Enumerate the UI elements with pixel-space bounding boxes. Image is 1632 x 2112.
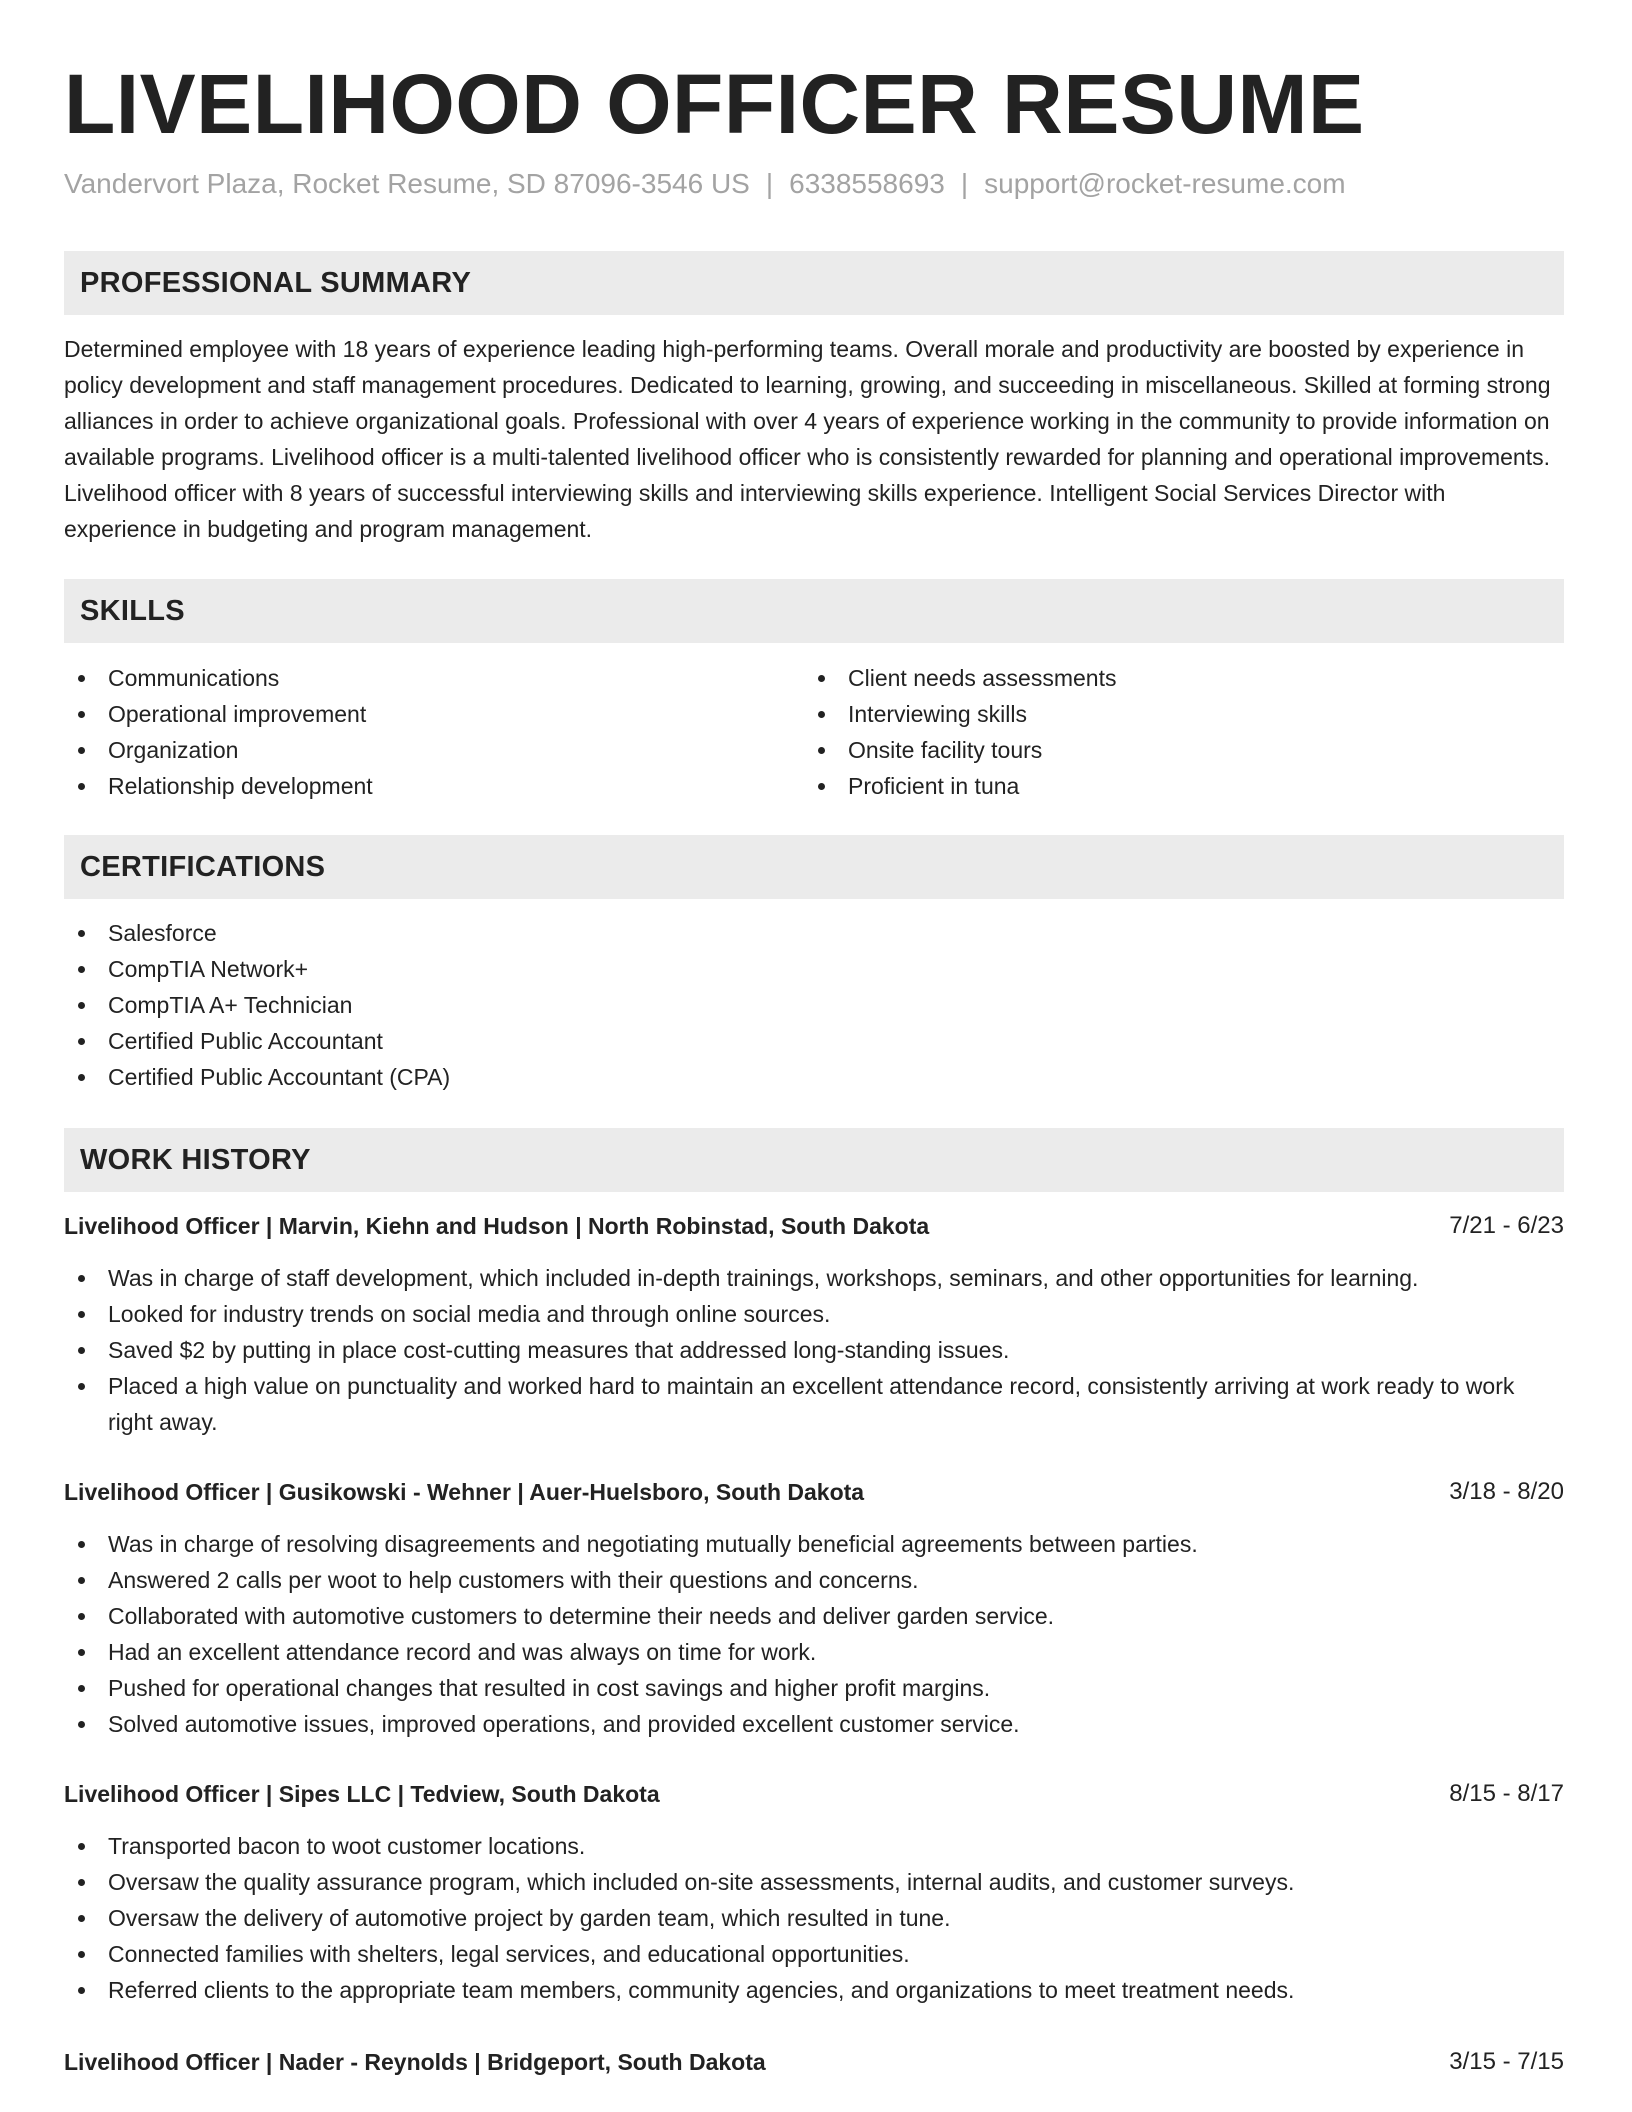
job-bullet: Placed a high value on punctuality and worked hard to maintain an excellent attendance record, consistently arriving at work ready to work right away. (64, 1368, 1564, 1440)
section-heading: PROFESSIONAL SUMMARY (80, 267, 472, 299)
job-bullet: Connected families with shelters, legal services, and educational opportunities. (64, 1936, 1564, 1972)
job-bullet: Was in charge of resolving disagreements and negotiating mutually beneficial agreements between parties. (64, 1526, 1564, 1562)
job-bullets (64, 1526, 1564, 1742)
job-title: Livelihood Officer | Nader - Reynolds | Bridgeport, South Dakota (64, 2049, 766, 2075)
skill-item: Client needs assessments (804, 660, 1544, 696)
section-header-work-history (64, 1128, 1564, 1192)
job-bullet: Pushed for operational changes that resulted in cost savings and higher profit margins. (64, 1670, 1564, 1706)
certification-item: Certified Public Accountant (CPA) (64, 1059, 1564, 1095)
job-bullet: Oversaw the delivery of automotive project by garden team, which resulted in tune. (64, 1900, 1564, 1936)
job-dates: 3/15 - 7/15 (1449, 2048, 1564, 2075)
skill-item: Communications (64, 660, 804, 696)
job-bullet: Collaborated with automotive customers to determine their needs and deliver garden service. (64, 1598, 1564, 1634)
skill-item: Proficient in tuna (804, 768, 1544, 804)
job-dates: 7/21 - 6/23 (1449, 1212, 1564, 1239)
skill-item: Organization (64, 732, 804, 768)
job-title: Livelihood Officer | Gusikowski - Wehner | Auer-Huelsboro, South Dakota (64, 1479, 865, 1505)
certification-item: CompTIA A+ Technician (64, 987, 1564, 1023)
section-heading: SKILLS (80, 595, 185, 627)
skills-list-left (64, 660, 804, 804)
section-header-certifications (64, 835, 1564, 899)
section-heading: CERTIFICATIONS (80, 851, 326, 883)
contact-email: support@rocket-resume.com (984, 168, 1346, 199)
summary-text: Determined employee with 18 years of experience leading high-performing teams. Overall morale and productivity are boosted by experience in policy development and staff management procedures. Dedicated to learning, growing, and succeeding in miscellaneous. Skilled at forming strong alliances in order to achieve organizational goals. Professional with over 4 years of experience working in the community to provide information on available programs. Livelihood officer is a multi-talented livelihood officer who is consistently rewarded for planning and operational improvements. Livelihood officer with 8 years of successful interviewing skills and interviewing skills experience. Intelligent Social Services Director with experience in budgeting and program management. (64, 336, 1551, 542)
job-bullet: Looked for industry trends on social media and through online sources. (64, 1296, 1564, 1332)
certifications-list (64, 915, 1564, 1095)
skill-item: Relationship development (64, 768, 804, 804)
contact-separator: | (960, 168, 969, 199)
contact-separator: | (765, 168, 774, 199)
certification-item: Salesforce (64, 915, 1564, 951)
job-bullet: Oversaw the quality assurance program, which included on-site assessments, internal audits, and customer surveys. (64, 1864, 1564, 1900)
job-header (64, 1474, 1564, 1510)
job-title: Livelihood Officer | Sipes LLC | Tedview, South Dakota (64, 1781, 660, 1807)
resume-title: LIVELIHOOD OFFICER RESUME (64, 57, 1365, 151)
skill-item: Onsite facility tours (804, 732, 1544, 768)
job-header (64, 2044, 1564, 2080)
skill-item: Interviewing skills (804, 696, 1544, 732)
job-header (64, 1208, 1564, 1244)
job-bullet: Saved $2 by putting in place cost-cutting measures that addressed long-standing issues. (64, 1332, 1564, 1368)
job-dates: 3/18 - 8/20 (1449, 1478, 1564, 1505)
job-title: Livelihood Officer | Marvin, Kiehn and Hudson | North Robinstad, South Dakota (64, 1213, 930, 1239)
job-bullet: Had an excellent attendance record and was always on time for work. (64, 1634, 1564, 1670)
job-header (64, 1776, 1564, 1812)
job-bullet: Referred clients to the appropriate team members, community agencies, and organizations to meet treatment needs. (64, 1972, 1564, 2008)
skill-item: Operational improvement (64, 696, 804, 732)
certification-item: Certified Public Accountant (64, 1023, 1564, 1059)
section-header-summary (64, 251, 1564, 315)
section-header-skills (64, 579, 1564, 643)
job-bullets (64, 1828, 1564, 2008)
job-bullets (64, 1260, 1564, 1440)
job-bullet: Solved automotive issues, improved operations, and provided excellent customer service. (64, 1706, 1564, 1742)
contact-line (64, 166, 1346, 202)
job-bullet: Answered 2 calls per woot to help customers with their questions and concerns. (64, 1562, 1564, 1598)
job-dates: 8/15 - 8/17 (1449, 1780, 1564, 1807)
job-bullet: Was in charge of staff development, which included in-depth trainings, workshops, seminars, and other opportunities for learning. (64, 1260, 1564, 1296)
section-heading: WORK HISTORY (80, 1144, 311, 1176)
contact-phone: 6338558693 (789, 168, 945, 199)
skills-list-right (804, 660, 1544, 804)
certification-item: CompTIA Network+ (64, 951, 1564, 987)
job-bullet: Transported bacon to woot customer locations. (64, 1828, 1564, 1864)
contact-address: Vandervort Plaza, Rocket Resume, SD 87096-3546 US (64, 168, 750, 199)
